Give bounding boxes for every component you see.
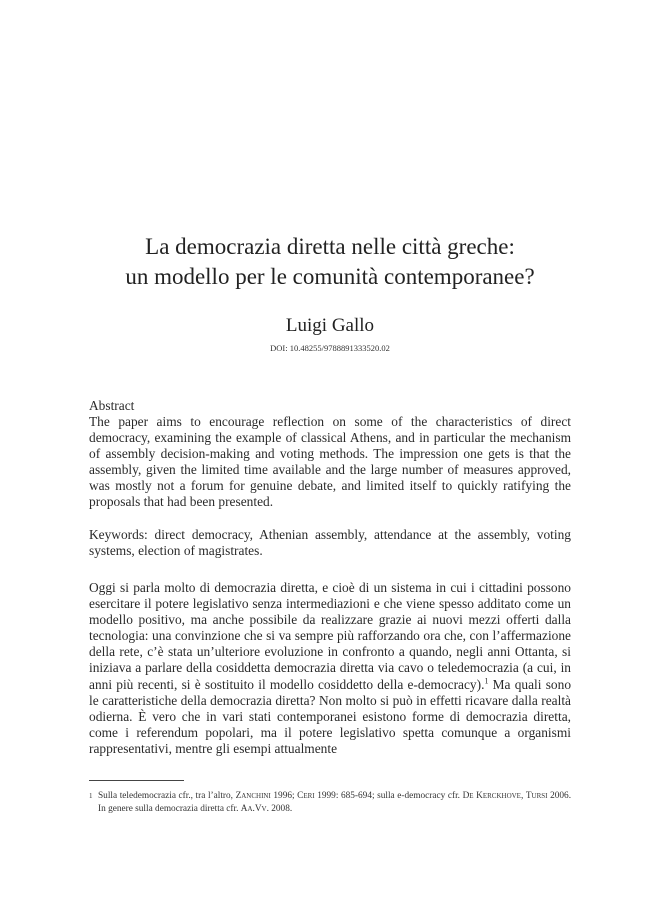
footnote xyxy=(89,790,571,816)
title-line-2: un modello per le comunità contemporanee? xyxy=(125,264,535,289)
body-text-part-2: Ma quali sono le caratteristiche della democrazia diretta? Non molto si può in effetti ricavare dalla realtà odierna. È vero che in vari stati contemporanei esistono forme di democrazia diretta, come i referendum popolari, ma il potere legislativo spetta comunque a organismi rappresentativi, mentre gli esempi attualmente xyxy=(89,676,572,756)
footnote-segment: , xyxy=(520,791,526,801)
footnote-segment: 2008. xyxy=(268,804,293,814)
page xyxy=(89,0,571,917)
footnote-segment: 1999: 685-694; sulla e-democracy cfr. xyxy=(314,791,463,801)
footnote-segment: 2006. In genere sulla democrazia diretta cfr. xyxy=(98,791,572,814)
body-paragraph xyxy=(89,580,571,757)
footnote-author: Aa.Vv. xyxy=(240,804,269,814)
footnote-number: 1 xyxy=(89,792,93,800)
keywords: Keywords: direct democracy, Athenian assembly, attendance at the assembly, voting systems, election of magistrates. xyxy=(89,527,571,559)
footnote-author: De Kerckhove xyxy=(462,791,521,801)
body-text-part-1: Oggi si parla molto di democrazia diretta, e cioè di un sistema in cui i cittadini possono esercitare il potere legislativo senza intermediazioni e che viene spesso additato come un modello positivo, ma anche possibile da realizzare grazie ai nuovi mezzi offerti dalla tecnologia: una convinzione che si va sempre più rafforzando ora che, con l’affermazione della rete, c’è stata un’ulteriore evoluzione in confronto a quando, negli anni Ottanta, si iniziava a parlare della cosiddetta democrazia diretta via cavo o teledemocrazia (a cui, in anni più recenti, si è sostituito il modello cosiddetto della e-democracy). xyxy=(89,580,571,692)
author-name: Luigi Gallo xyxy=(285,315,375,336)
footnote-segment: Sulla teledemocrazia cfr., tra l’altro, xyxy=(98,791,236,801)
footnote-text xyxy=(98,790,571,816)
footnote-author: Ceri xyxy=(297,791,315,801)
footnote-divider xyxy=(89,780,184,781)
doi-identifier: DOI: 10.48255/9788891333520.02 xyxy=(270,343,390,353)
footnote-segment: 1996; xyxy=(270,791,298,801)
footnote-author: Zanchini xyxy=(235,791,271,801)
footnote-reference: 1 xyxy=(484,676,489,686)
abstract-text: The paper aims to encourage reflection on some of the characteristics of direct democracy, examining the example of classical Athens, and in particular the mechanism of assembly decision-making and voting methods. The impression one gets is that the assembly, given the limited time available and the large number of measures approved, was mostly not a forum for genuine debate, and limited itself to quickly ratifying the proposals that had been presented. xyxy=(89,414,571,510)
abstract-heading: Abstract xyxy=(89,398,135,413)
title-line-1: La democrazia diretta nelle città greche: xyxy=(145,234,515,259)
footnote-author: Tursi xyxy=(525,791,548,801)
paper-title xyxy=(89,232,571,292)
